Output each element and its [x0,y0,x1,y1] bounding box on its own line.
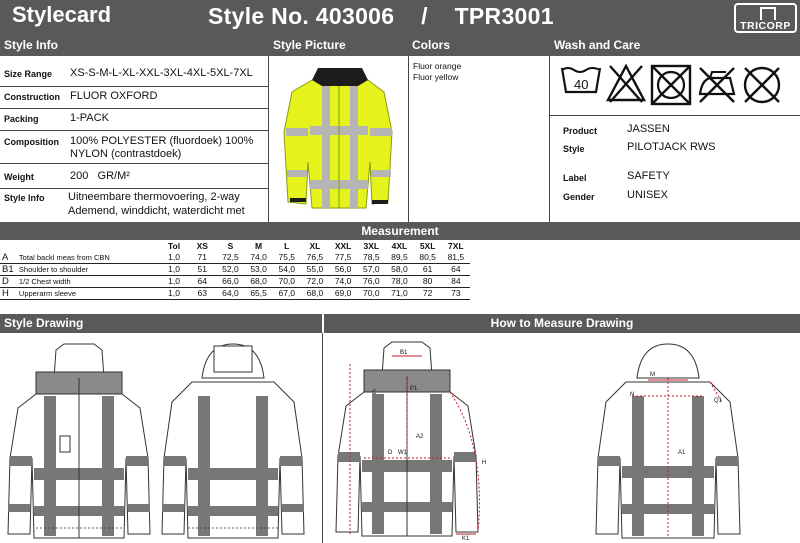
row-desc: Total backl meas from CBN [17,252,160,264]
divider [322,333,323,543]
cell: 52,0 [216,264,244,276]
cell: 55,0 [301,264,329,276]
divider [0,108,268,109]
construction-label: Construction [4,92,60,102]
column-header: M [255,241,263,251]
size-range-value: XS-S-M-L-XL-XXL-3XL-4XL-5XL-7XL [70,67,253,79]
row-code: A [0,252,17,264]
label-h: H [482,460,487,466]
cell: 89,5 [385,252,413,264]
label-label: Label [563,173,587,183]
label-a2: A2 [416,434,424,440]
construction-value: FLUOR OXFORD [70,90,158,102]
row-code: D [0,276,17,288]
label-n: N [630,392,635,398]
row-desc: Shoulder to shoulder [17,264,160,276]
cell: 80 [414,276,442,288]
cell: 71,0 [385,288,413,300]
column-header: XS [196,241,208,251]
cell: 78,0 [385,276,413,288]
divider [0,188,268,189]
style-info-line2: Ademend, winddicht, waterdicht met [68,205,245,217]
header-bar [0,0,800,37]
cell: 54,0 [273,264,301,276]
row-code: B1 [0,264,17,276]
color-item: Fluor yellow [413,72,459,82]
no-iron-icon [696,64,738,104]
divider [0,86,268,87]
cell: 64,0 [216,288,244,300]
label-w1: W1 [398,450,407,456]
front-drawing [4,338,154,542]
cell: 57,0 [357,264,385,276]
cell: 64 [442,264,470,276]
table-row [0,252,470,264]
measure-front-drawing [326,336,492,542]
label-q1: Q1 [714,398,723,404]
svg-text:40: 40 [574,77,589,92]
column-header: Tol [168,241,181,251]
column-header: L [284,241,290,251]
weight-value: 200 GR/M² [70,170,130,182]
label-k1: K1 [462,536,470,542]
table-header-row [0,241,470,252]
cell: 51 [188,264,216,276]
cell: 72,5 [216,252,244,264]
style-picture-heading: Style Picture [273,38,346,52]
style-label: Style [563,144,585,154]
cell: 65,5 [245,288,273,300]
cell: 84 [442,276,470,288]
jacket-photo [272,62,406,212]
cell: 61 [414,264,442,276]
style-value: PILOTJACK RWS [627,141,716,153]
label-c: C [372,390,377,396]
composition-value: 100% POLYESTER (fluordoek) 100% NYLON (contrastdoek) [70,135,254,160]
style-info-line1: Uitneembare thermovoering, 2-way [68,191,240,203]
wash-care-heading: Wash and Care [554,38,641,52]
cell: 72 [414,288,442,300]
cell: 74,0 [329,276,357,288]
packing-label: Packing [4,114,39,124]
cell: 58,0 [385,264,413,276]
cell: 76,0 [357,276,385,288]
cell: 56,0 [329,264,357,276]
row-desc: Upperarm sleeve [17,288,160,300]
colors-heading: Colors [412,38,451,52]
column-header: XL [309,241,321,251]
style-info-heading: Style Info [4,38,59,52]
cell: 66,0 [216,276,244,288]
weight-label: Weight [4,172,34,182]
cell: 70,0 [273,276,301,288]
cell: 68,0 [245,276,273,288]
label-p1: P1 [410,386,418,392]
cell: 81,5 [442,252,470,264]
table-row [0,264,470,276]
table-row [0,288,470,300]
cell: 80,5 [414,252,442,264]
style-drawing-heading: Style Drawing [0,314,322,333]
cell: 53,0 [245,264,273,276]
cell: 75,5 [273,252,301,264]
divider [0,130,268,131]
cell: 67,0 [273,288,301,300]
column-header: XXL [334,241,352,251]
label-value: SAFETY [627,170,670,182]
size-range-label: Size Range [4,69,53,79]
column-header: 5XL [419,241,436,251]
product-label: Product [563,126,598,136]
cell: 68,0 [301,288,329,300]
style-info-label: Style Info [4,193,45,203]
label-a1: A1 [678,450,686,456]
packing-value: 1-PACK [70,112,109,124]
cell: 1,0 [160,252,188,264]
column-header: 4XL [391,241,408,251]
cell: 70,0 [357,288,385,300]
table-row [0,276,470,288]
divider [408,56,409,222]
label-b1: B1 [400,350,408,356]
style-number: Style No. 403006 / TPR3001 [208,3,554,29]
cell: 1,0 [160,288,188,300]
cell: 72,0 [301,276,329,288]
measurement-heading: Measurement [0,222,800,240]
no-tumble-dry-icon [650,64,692,106]
section-header-bar [0,37,800,56]
no-bleach-icon [606,64,646,104]
how-to-measure-heading [324,314,800,333]
cell: 77,5 [329,252,357,264]
cell: 1,0 [160,276,188,288]
cell: 76,5 [301,252,329,264]
divider [0,163,268,164]
row-code: H [0,288,17,300]
gender-label: Gender [563,192,595,202]
color-item: Fluor orange [413,61,462,71]
label-d: D [388,450,393,456]
cell: 78,5 [357,252,385,264]
back-drawing [158,338,308,542]
cell: 69,0 [329,288,357,300]
measurement-table [0,241,470,300]
product-value: JASSEN [627,123,670,135]
cell: 71 [188,252,216,264]
page-title: Stylecard [12,2,112,27]
gender-value: UNISEX [627,189,668,201]
composition-label: Composition [4,137,59,147]
column-header: S [227,241,234,251]
column-header: 3XL [363,241,380,251]
divider [549,56,550,222]
how-to-measure-title: How to Measure Drawing [490,316,634,330]
divider [268,56,269,222]
wash-40-icon [560,64,602,98]
no-dry-clean-icon [741,64,783,106]
cell: 74,0 [245,252,273,264]
divider [549,115,800,116]
cell: 73 [442,288,470,300]
measure-back-drawing [590,338,746,542]
cell: 1,0 [160,264,188,276]
label-m: M [650,372,655,378]
column-header: 7XL [448,241,464,251]
cell: 64 [188,276,216,288]
row-desc: 1/2 Chest width [17,276,160,288]
brand-logo: TRICORP [734,3,797,33]
cell: 63 [188,288,216,300]
